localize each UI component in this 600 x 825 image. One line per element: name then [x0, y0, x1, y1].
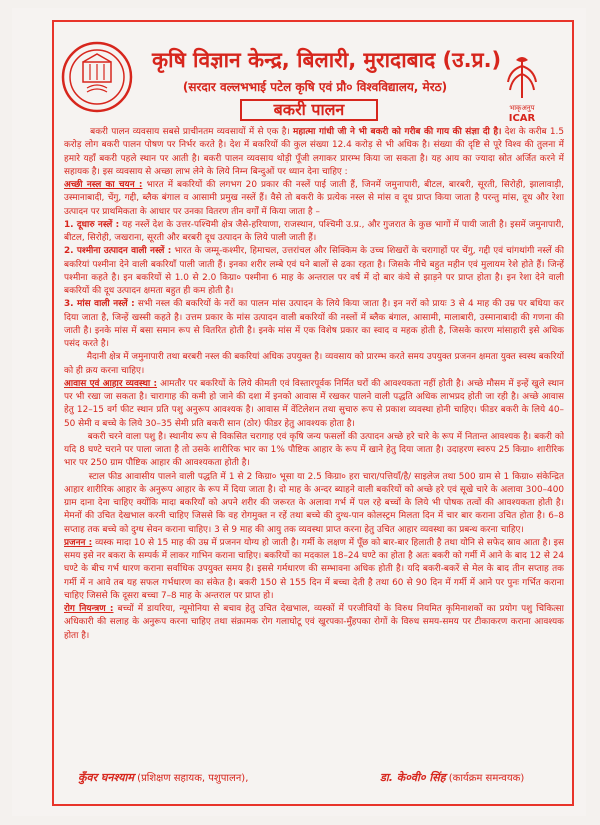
page-title: कृषि विज्ञान केन्द्र, बिलारी, मुरादाबाद (उ.प्र.) [152, 48, 502, 72]
author-left-name: कुँवर घनश्याम [78, 771, 134, 784]
dairy-breeds: 1. दूधारु नस्लें : यह नस्लें देश के उत्तर-पश्चिमी क्षेत्र जैसे-हरियाणा, राजस्थान, पश्चिमी उ.प्र., और गुजरात के कुछ भागों में पायी जाती है। इसमें जमुनापारी, बीटल, सिरोही, जखराना, सूरती और बरबरी दूध उत्पादन के लिये पाली जाती हैं। [64, 219, 564, 243]
housing-feeding: आवास एवं आहार व्यवस्था : आमतौर पर बकरियों के लिये कीमती एवं विस्तारपूर्वक निर्मित घरों की आवश्यकता नहीं होती है। अच्छे मौसम में इन्हें खुले स्थान पर भी रखा जा सकता है। चारागाह की कमी हो जाने की दशा में इनको आवास में रखकर पालने वाली पद्धति अधिक लाभप्रद होती जा रही है। अच्छे आवास हेतु 12–15 वर्ग फीट स्थान प्रति पशु अनुरूप आवश्यक है। आवास में वेंटिलेशन तथा सुचारु रूप से प्रकाश व्यवस्था होनी चाहिए। फीडर बकरी के लिये 40–50 सेमी व बच्चे के लिये 30–35 सेमी प्रति बकरी सान (ठोर) फीडर हेतु आवश्यक होता है। [64, 378, 564, 429]
author-left-role: (प्रशिक्षण सहायक, पशुपालन), [137, 773, 249, 784]
breeding: प्रजनन : व्यस्क मादा 10 से 15 माह की उम्र में प्रजनन योग्य हो जाती है। गर्मी के लक्षण में पूँछ को बार-बार हिलाती है तथा योनि से सफेद स्राव आता है। इस समय इसे नर बकरा के सम्पर्क में लाकर गाभिन कराना चाहिए। बकरियों का मदकाल 18–24 घण्टे का होता है अतः बकरी को गर्मी में आने के बाद 12 से 24 घण्टे के बीच गर्भ धारण कराना सर्वाधिक उपयुक्त समय है। इससे गर्मधारण की सम्भावना अधिक होती है। यदि बकरी-बकरें से मेल के बाद तीन सप्ताह तक गर्मी में न आवे तब यह सफल गर्भधारण का संकेत है। बकरी 150 से 155 दिन में बच्चा देती है तथा 60 से 90 दिन में गर्मी में आने पर पुनः गर्भित कराना चाहिए जिससे कि दूसरा बच्चा 7–8 माह के अन्तराल पर प्राप्त हो। [64, 537, 564, 601]
grazing: बकरी चरने वाला पशु है। स्थानीय रूप से विकसित चरागाह एवं कृषि जन्य फसलों की उत्पादन अच्छे हरे चारे के रूप में नितान्त आवश्यक है। बकरी को यदि 8 घण्टे चराने पर पाला जाता है तो उसके शारीरिक भार का 1% पौष्टिक आहार के रूप में खाने हेतु दिया जाता है। उदाहरण स्वरुप 25 किग्रा० शारीरिक भार पर 250 ग्राम पौष्टिक आहार की आवश्यकता होती है। [64, 431, 564, 469]
disease-control: रोग नियन्त्रण : बच्चों में डायरिया, न्यूमोनिया से बचाव हेतु उचित देखभाल, व्यस्कों में परजीवियों के विरुध नियमित कृमिनाशकों का प्रयोग पशु चिकित्सा अधिकारी की सलाह के अनुरूप करना चाहिए तथा संक्रामक रोग गलाघोटू एवं खुरपका-मुँहपका रोगों के विरुध समय-समय पर टीकाकरण कराना आवश्यक होता है। [64, 604, 564, 641]
footer-author-right [380, 770, 524, 785]
plains-breeds: मैदानी क्षेत्र में जमुनापारी तथा बरबरी नस्ल की बकरियां अधिक उपयुक्त है। व्यवसाय को प्रारम्भ करते समय उपयुक्त प्रजनन क्षमता युक्त स्वस्थ बकरियों को ही क्रय करना चाहिए। [64, 352, 564, 376]
kvk-logo-icon [57, 40, 137, 114]
section-title: बकरी पालन [240, 99, 378, 121]
footer-author-left [78, 770, 248, 785]
fibre-breeds: 2. पश्मीना उत्पादन वाली नस्लें : भारत के जम्मू-कश्मीर, हिमाचल, उत्तरांचल और सिक्किम के उच्च शिखरों के चरागाहों पर चेंगु, गद्दी एवं चांगथांगी नस्लें की बकरियां पश्मीना देने वाली बकरियाँ पाली जाती हैं। इनका शरीर लम्बे एवं घने बालों से ढका रहता है। जिसके नीचे बहुत महीन एवं मुलायम रेशे होते हैं। जिन्हें पश्मीना कहते है। इन बकरियों से 1.0 से 2.0 किग्रा० पश्मीना 6 माह के अन्तराल पर वर्ष में दो बार कंघे से झाड़ने पर प्राप्त होता है। इन रेशा देने वाली बकरियों की दूध उत्पादन क्षमता बहुत ही कम होती है। [64, 246, 564, 296]
icar-label: ICAR [508, 113, 536, 124]
intro-paragraph: बकरी पालन व्यवसाय सबसे प्राचीनतम व्यवसायों में से एक है। महात्मा गांधी जी ने भी बकरी को गरीब की गाय की संज्ञा दी है। देश के करीब 1.5 करोड़ लोग बकरी पालन पोषण पर निर्भर करते है। देश में बकरियों की कुल संख्या 12.4 करोड़ से भी अधिक है। संख्या की दृष्टि से पूरे विश्व की तुलना में हमारे यहाँ बकरी पहले स्थान पर आती है। बकरी पालन व्यवसाय थोड़ी पूँजी लगाकर प्रारम्भ किया जा सकता है। यह आय का ज्यादा स्रोत अर्जित करने में सहायक है। इस व्यवसाय से अच्छा लाभ लेने के लिये निम्न बिन्दुओं पर ध्यान देना चाहिए : [64, 127, 564, 177]
stall-feeding: स्टाल फीड आवासीय पालने वाली पद्धति में 1 से 2 किग्रा० भूसा या 2.5 किग्रा० हरा चारा/पत्तियाँ/है/ साइलेज तथा 500 ग्राम से 1 किग्रा० संकेन्द्रित आहार शारीरिक आहार के अनुरूप आहार के रूप में दिया जाता है। दो माह के अन्दर ब्याहने वाली बकरियों को अच्छे हरे एवं सूखे चारे के अलावा 300–400 ग्राम दाना देना चाहिए क्योंकि मादा बकरियाँ को अपने शरीर की जरूरत के अलावा गर्भ में पल रहे बच्चों के लिये भी पोषक तत्वों की आवश्यकता होती है। मेमनों की उचित देखभाल करनी चाहिए जिससे कि वह रोगमुक्त न रहें तथा बच्चे की दुग्ध-पान कोलस्ट्रम मिलता दिन में चार बार कराना उचित होता है। 6–8 सप्ताह तक बच्चे को दुग्ध सेवन कराना चाहिए। 3 से 9 माह की आयु तक व्यवस्था प्राप्त करना हेतु उचित आहार व्यवस्था का प्रबन्ध करना चाहिए। [64, 471, 564, 535]
article-body [64, 126, 564, 762]
poster-page [12, 8, 586, 816]
author-right-role: (कार्यक्रम समन्वयक) [448, 773, 525, 784]
breed-selection: अच्छी नस्ल का चयन : भारत में बकरियों की लगभग 20 प्रकार की नस्लें पाई जाती हैं, जिनमें जमुनापारी, बीटल, बारबरी, सूरती, सिरोही, झालावाड़ी, उस्मानाबादी, चेंगु, गद्दी, ब्लैक बंगाल व आसामी प्रमुख नस्लें हैं। वैसे तो बकरी के प्रत्येक नस्ल से मांस व दूध प्राप्त किया जाता है परन्तु मांस, दूध और रेशा उत्पादन पर प्राथमिकता के आधार पर उनका वितरण तीन वर्गों में किया जाता है – [64, 180, 564, 217]
icar-hindi-label: भाकृअनुप [509, 104, 535, 112]
page-subtitle: (सरदार वल्लभभाई पटेल कृषि एवं प्रौ० विश्वविद्यालय, मेरठ) [182, 80, 448, 94]
gandhi-quote: महात्मा गांधी जी ने भी बकरी को गरीब की गाय की संज्ञा दी है। [293, 127, 502, 137]
meat-breeds: 3. मांस वाली नस्लें : सभी नस्ल की बकरियों के नरों का पालन मांस उत्पादन के लिये किया जाता है। इन नरों को प्रायः 3 से 4 माह की उम्र पर बधिया कर दिया जाता है, जिन्हें खस्सी कहते है। उत्तम प्रकार के मांस उत्पादन वाली बकरियों की नस्लों में ब्लैक बंगाल, आसामी, मालाबारी, उस्मानाबादी की गणना की जाती है। इनके मांस में बसा समान रूप से वितरित होती है। इनके मांस में एक विशेष प्रकार का स्वाद व महक होती है, जिसके कारण मांसाहारी इसे अधिक पसंद करते है। [64, 299, 564, 349]
author-right-name: डा. के०वी० सिंह [380, 771, 446, 784]
